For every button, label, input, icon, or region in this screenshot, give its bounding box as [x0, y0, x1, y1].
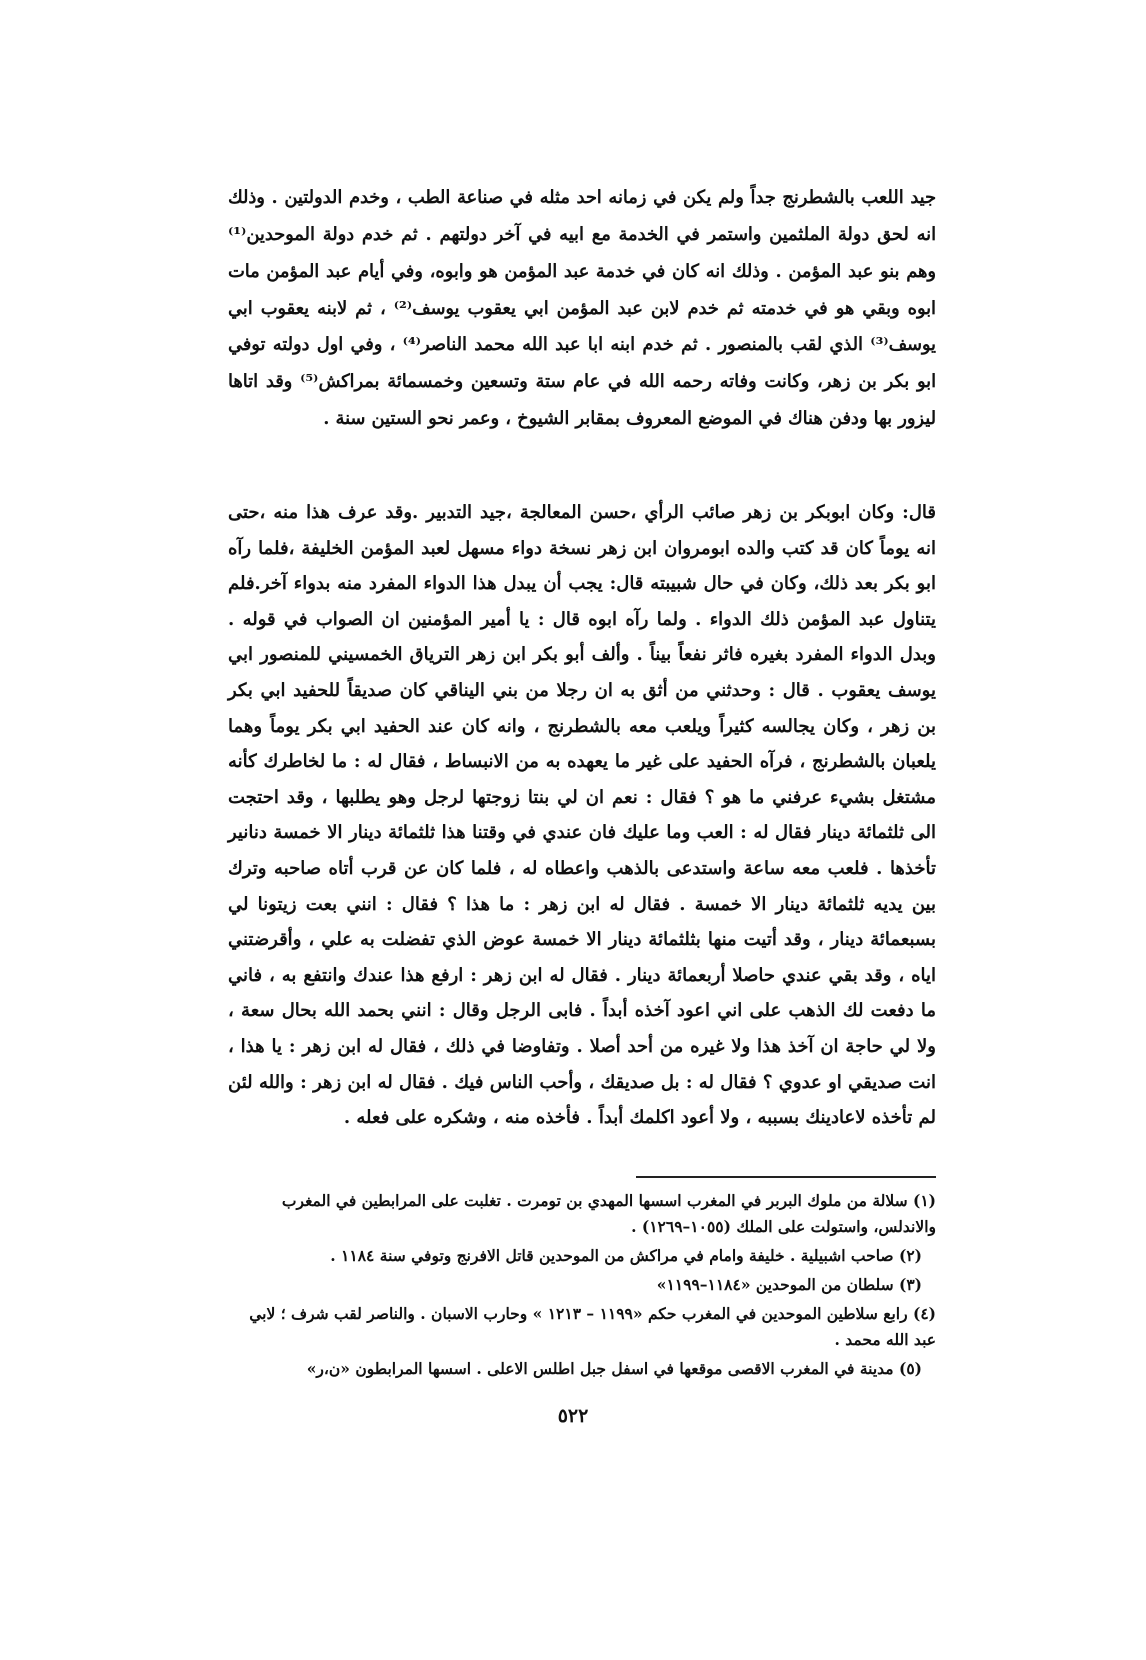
main-text-paragraph-2: [228, 495, 936, 1136]
footnote-5: (٥) مدينة في المغرب الاقصى موقعها في اسفل جبل اطلس الاعلى . اسسها المرابطون «ن،ر»: [306, 1359, 922, 1378]
footnote-1: (١) سلالة من ملوك البربر في المغرب اسسها المهدي بن تومرت . تغلبت على المرابطين في المغرب والاندلس، واستولت على الملك (١٠٥٥–١٢٦٩) .: [281, 1191, 936, 1236]
paragraph-text: جيد اللعب بالشطرنج جداً ولم يكن في زمانه احد مثله في صناعة الطب ، وخدم الدولتين . وذلك انه لحق دولة الملثمين واستمر في الخدمة مع ابيه في آخر دولتهم . ثم خدم دولة الموحدين⁽¹⁾ وهم بنو عبد المؤمن . وذلك انه كان في خدمة عبد المؤمن هو وابوه، وفي أيام عبد المؤمن مات ابوه وبقي هو في خدمته ثم خدم لابن عبد المؤمن ابي يعقوب يوسف⁽²⁾ ، ثم لابنه يعقوب ابي يوسف⁽³⁾ الذي لقب بالمنصور . ثم خدم ابنه ابا عبد الله محمد الناصر⁽⁴⁾ ، وفي اول دولته توفي ابو بكر بن زهر، وكانت وفاته رحمه الله في عام ستة وتسعين وخمسمائة بمراكش⁽⁵⁾ وقد اتاها ليزور بها ودفن هناك في الموضع المعروف بمقابر الشيوخ ، وعمر نحو الستين سنة .: [228, 187, 936, 430]
footnotes: [228, 1188, 936, 1385]
footnote-separator: [636, 1176, 936, 1178]
page-number: ٥٢٢: [557, 1405, 589, 1427]
footnote-4: (٤) رابع سلاطين الموحدين في المغرب حكم «١١٩٩ – ١٢١٣ » وحارب الاسبان . والناصر لقب شرف ؛ لابي عبد الله محمد .: [249, 1304, 936, 1349]
main-text-paragraph-1: [228, 180, 936, 438]
footnote-3: (٣) سلطان من الموحدين «١١٨٤–١١٩٩»: [656, 1275, 922, 1294]
footnote-2: (٢) صاحب اشبيلية . خليفة وامام في مراكش من الموحدين قاتل الافرنج وتوفي سنة ١١٨٤ .: [330, 1246, 922, 1265]
paragraph-text: قال: وكان ابوبكر بن زهر صائب الرأي ،حسن المعالجة ،جيد التدبير .وقد عرف هذا منه ،حتى انه يوماً كان قد كتب والده ابومروان ابن زهر نسخة دواء مسهل لعبد المؤمن الخليفة ،فلما رآه ابو بكر بعد ذلك، وكان في حال شبيبته قال: يجب أن يبدل هذا الدواء المفرد منه بدواء آخر.فلم يتناول عبد المؤمن ذلك الدواء . ولما رآه ابوه قال : يا أمير المؤمنين ان الصواب في قوله . وبدل الدواء المفرد بغيره فاثر نفعاً بيناً . وألف أبو بكر ابن زهر الترياق الخمسيني للمنصور ابي يوسف يعقوب . قال : وحدثني من أثق به ان رجلا من بني اليناقي كان صديقاً للحفيد ابي بكر بن زهر ، وكان يجالسه كثيراً ويلعب معه بالشطرنج ، وانه كان عند الحفيد ابي بكر يوماً وهما يلعبان بالشطرنج ، فرآه الحفيد على غير ما يعهده به من الانبساط ، فقال له : ما لخاطرك كأنه مشتغل بشيء عرفني ما هو ؟ فقال : نعم ان لي بنتا زوجتها لرجل وهو يطلبها ، وقد احتجت الى ثلثمائة دينار فقال له : العب وما عليك فان عندي في وقتنا هذا ثلثمائة دينار الا خمسة دنانير تأخذها . فلعب معه ساعة واستدعى بالذهب واعطاه له ، فلما كان عن قرب أتاه صاحبه وترك بين يديه ثلثمائة دينار الا خمسة . فقال له ابن زهر : ما هذا ؟ فقال : انني بعت زيتونا لي بسبعمائة دينار ، وقد أتيت منها بثلثمائة دينار الا خمسة عوض الذي تفضلت به علي ، وأقرضتني اياه ، وقد بقي عندي حاصلا أربعمائة دينار . فقال له ابن زهر : ارفع هذا عندك وانتفع به ، فاني ما دفعت لك الذهب على اني اعود آخذه أبداً . فابى الرجل وقال : انني بحمد الله بحال سعة ، ولا لي حاجة ان آخذ هذا ولا غيره من أحد أصلا . وتفاوضا في ذلك ، فقال له ابن زهر : يا هذا ، انت صديقي او عدوي ؟ فقال له : بل صديقك ، وأحب الناس فيك . فقال له ابن زهر : والله لئن لم تأخذه لاعادينك بسببه ، ولا أعود اكلمك أبداً . فأخذه منه ، وشكره على فعله .: [228, 502, 936, 1129]
